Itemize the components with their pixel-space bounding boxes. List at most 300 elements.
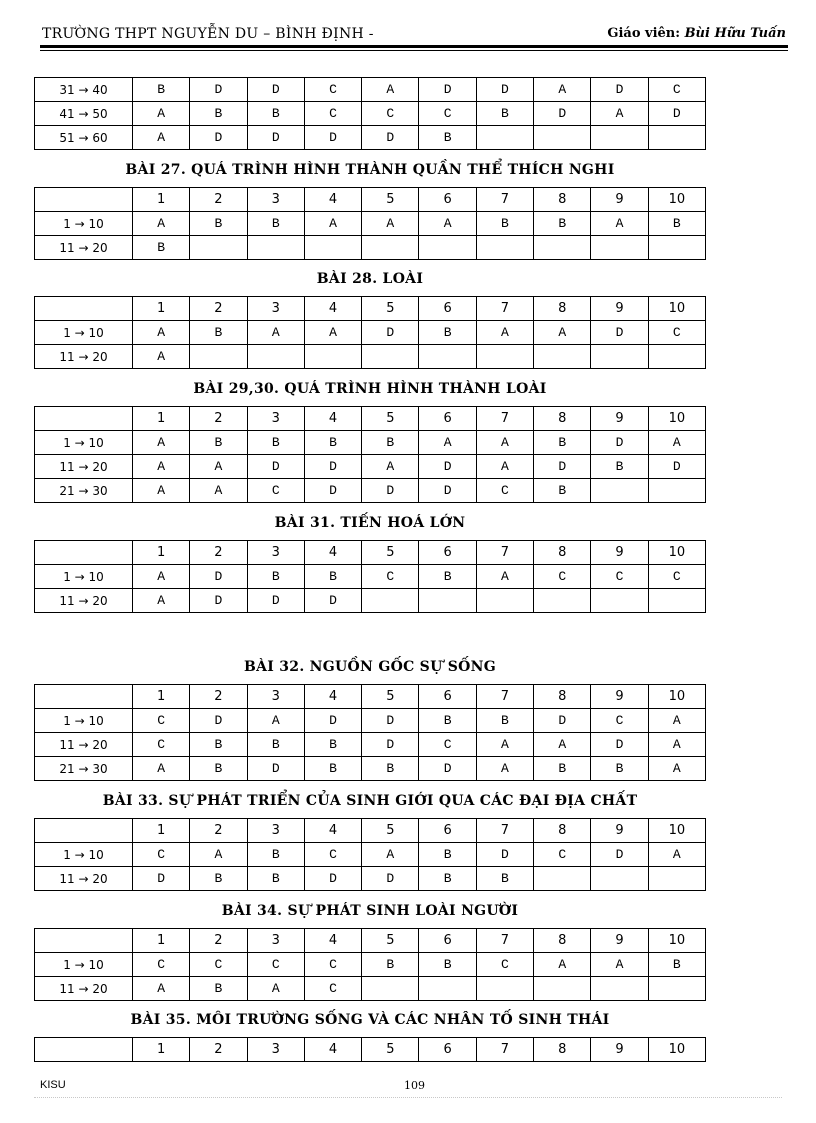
answer-cell: B <box>190 102 247 126</box>
answer-cell <box>591 126 648 150</box>
answer-cell: C <box>133 709 190 733</box>
answer-cell: A <box>133 126 190 150</box>
header-rule-thick <box>40 45 788 48</box>
question-number-cell: 2 <box>190 541 247 565</box>
answer-cell: A <box>591 102 648 126</box>
answer-cell: A <box>133 321 190 345</box>
answer-row <box>35 126 706 150</box>
section-title: BÀI 27. QUÁ TRÌNH HÌNH THÀNH QUẦN THỂ THÍCH NGHI <box>125 162 615 178</box>
question-number-cell: 1 <box>133 297 190 321</box>
answer-cell: A <box>648 757 705 781</box>
answer-cell <box>648 345 705 369</box>
answer-cell: D <box>534 455 591 479</box>
section-title: BÀI 34. SỰ PHÁT SINH LOÀI NGƯỜI <box>221 903 519 919</box>
answer-cell: A <box>190 843 247 867</box>
answer-cell: B <box>362 757 419 781</box>
answer-cell: D <box>190 565 247 589</box>
answer-cell: B <box>419 126 476 150</box>
question-number-cell: 10 <box>648 407 705 431</box>
range-label: 51 → 60 <box>35 126 133 150</box>
answer-cell <box>476 345 533 369</box>
teacher-name: Bùi Hữu Tuấn <box>684 26 786 41</box>
answer-cell: B <box>419 843 476 867</box>
range-label: 11 → 20 <box>35 867 133 891</box>
answer-table <box>34 296 706 369</box>
question-number-cell: 2 <box>190 188 247 212</box>
question-number-cell: 3 <box>247 819 304 843</box>
answer-cell: B <box>419 565 476 589</box>
answer-cell: D <box>304 126 361 150</box>
question-number-cell: 5 <box>362 1038 419 1062</box>
corner-cell <box>35 407 133 431</box>
section-title: BÀI 29,30. QUÁ TRÌNH HÌNH THÀNH LOÀI <box>193 381 547 397</box>
range-label: 1 → 10 <box>35 843 133 867</box>
answer-cell: D <box>304 709 361 733</box>
answer-cell: D <box>648 102 705 126</box>
question-number-cell: 9 <box>591 541 648 565</box>
answer-cell: B <box>534 431 591 455</box>
answer-cell: B <box>476 212 533 236</box>
answer-cell: B <box>190 867 247 891</box>
question-number-row <box>35 685 706 709</box>
answer-cell: D <box>304 479 361 503</box>
answer-cell: A <box>190 455 247 479</box>
answer-row <box>35 757 706 781</box>
question-number-row <box>35 297 706 321</box>
answer-cell <box>419 236 476 260</box>
answer-cell: B <box>534 757 591 781</box>
question-number-cell: 5 <box>362 407 419 431</box>
answer-cell: A <box>133 345 190 369</box>
answer-cell: D <box>534 709 591 733</box>
answer-cell: C <box>133 953 190 977</box>
question-number-cell: 6 <box>419 929 476 953</box>
answer-row <box>35 977 706 1001</box>
answer-cell: D <box>591 843 648 867</box>
answer-cell: D <box>362 867 419 891</box>
answer-cell: B <box>190 431 247 455</box>
answer-cell: A <box>133 212 190 236</box>
question-number-cell: 2 <box>190 1038 247 1062</box>
answer-cell: D <box>648 455 705 479</box>
question-number-cell: 10 <box>648 188 705 212</box>
answer-cell: A <box>304 321 361 345</box>
answer-cell: A <box>362 455 419 479</box>
answer-cell: A <box>534 953 591 977</box>
answer-cell: B <box>304 733 361 757</box>
range-label: 1 → 10 <box>35 431 133 455</box>
answer-cell: A <box>476 431 533 455</box>
question-number-cell: 6 <box>419 819 476 843</box>
range-label: 11 → 20 <box>35 589 133 613</box>
answer-cell: D <box>362 709 419 733</box>
answer-cell <box>534 977 591 1001</box>
answer-cell: B <box>534 479 591 503</box>
answer-cell: B <box>591 455 648 479</box>
question-number-cell: 2 <box>190 297 247 321</box>
answer-cell: A <box>362 78 419 102</box>
answer-cell <box>591 236 648 260</box>
school-name: TRƯỜNG THPT NGUYỄN DU – BÌNH ĐỊNH - <box>42 26 374 42</box>
answer-cell: D <box>190 126 247 150</box>
answer-cell: A <box>304 212 361 236</box>
question-number-cell: 6 <box>419 541 476 565</box>
answer-cell <box>534 236 591 260</box>
question-number-cell: 5 <box>362 819 419 843</box>
answer-cell: A <box>247 709 304 733</box>
answer-cell <box>534 345 591 369</box>
range-label: 11 → 20 <box>35 236 133 260</box>
answer-row <box>35 321 706 345</box>
question-number-cell: 9 <box>591 929 648 953</box>
answer-cell: B <box>476 867 533 891</box>
answer-cell: A <box>362 843 419 867</box>
answer-cell: A <box>133 977 190 1001</box>
answer-row <box>35 733 706 757</box>
answer-cell <box>648 977 705 1001</box>
question-number-cell: 10 <box>648 929 705 953</box>
answer-cell: B <box>247 867 304 891</box>
question-number-cell: 10 <box>648 1038 705 1062</box>
answer-cell <box>476 589 533 613</box>
answer-cell <box>591 345 648 369</box>
answer-cell: D <box>304 867 361 891</box>
answer-cell: A <box>648 843 705 867</box>
answer-cell <box>476 236 533 260</box>
question-number-cell: 5 <box>362 685 419 709</box>
answer-cell: D <box>591 321 648 345</box>
answer-row <box>35 102 706 126</box>
answer-cell: B <box>247 431 304 455</box>
corner-cell <box>35 929 133 953</box>
answer-cell: B <box>419 321 476 345</box>
answer-cell: D <box>362 479 419 503</box>
corner-cell <box>35 188 133 212</box>
answer-cell: B <box>190 212 247 236</box>
question-number-cell: 8 <box>534 685 591 709</box>
answer-row <box>35 565 706 589</box>
answer-cell: D <box>591 431 648 455</box>
answer-cell: D <box>419 479 476 503</box>
corner-cell <box>35 297 133 321</box>
footer-divider <box>34 1097 782 1098</box>
answer-cell: B <box>304 431 361 455</box>
question-number-cell: 2 <box>190 407 247 431</box>
page-header <box>40 24 788 46</box>
answer-row <box>35 236 706 260</box>
answer-cell <box>476 977 533 1001</box>
question-number-cell: 4 <box>304 541 361 565</box>
teacher-label: Giáo viên: <box>607 26 685 41</box>
question-number-cell: 7 <box>476 929 533 953</box>
answer-cell <box>591 977 648 1001</box>
question-number-cell: 8 <box>534 407 591 431</box>
range-label: 1 → 10 <box>35 321 133 345</box>
answer-cell: C <box>304 843 361 867</box>
answer-cell: A <box>419 431 476 455</box>
section-title: BÀI 28. LOÀI <box>316 271 424 287</box>
question-number-cell: 5 <box>362 297 419 321</box>
answer-cell: B <box>419 709 476 733</box>
answer-cell: A <box>534 78 591 102</box>
range-label: 11 → 20 <box>35 733 133 757</box>
answer-cell <box>534 867 591 891</box>
answer-cell: B <box>247 565 304 589</box>
header-rule-thin <box>40 50 788 51</box>
corner-cell <box>35 541 133 565</box>
question-number-row <box>35 819 706 843</box>
answer-cell: D <box>190 78 247 102</box>
answer-cell <box>648 479 705 503</box>
question-number-cell: 2 <box>190 685 247 709</box>
question-number-cell: 1 <box>133 685 190 709</box>
answer-cell: C <box>304 102 361 126</box>
question-number-cell: 1 <box>133 929 190 953</box>
answer-row <box>35 431 706 455</box>
answer-cell: C <box>304 977 361 1001</box>
answer-row <box>35 709 706 733</box>
answer-cell <box>304 236 361 260</box>
answer-cell: C <box>247 953 304 977</box>
answer-cell: B <box>304 757 361 781</box>
answer-cell: D <box>247 589 304 613</box>
answer-cell: A <box>133 565 190 589</box>
answer-cell <box>362 345 419 369</box>
range-label: 31 → 40 <box>35 78 133 102</box>
answer-cell: D <box>362 126 419 150</box>
question-number-cell: 6 <box>419 1038 476 1062</box>
answer-row <box>35 867 706 891</box>
range-label: 21 → 30 <box>35 757 133 781</box>
answer-cell: D <box>362 321 419 345</box>
corner-cell <box>35 685 133 709</box>
question-number-cell: 6 <box>419 407 476 431</box>
answer-cell: D <box>247 455 304 479</box>
question-number-cell: 1 <box>133 541 190 565</box>
answer-cell <box>247 345 304 369</box>
answer-cell: D <box>591 733 648 757</box>
question-number-cell: 9 <box>591 188 648 212</box>
question-number-cell: 5 <box>362 929 419 953</box>
answer-cell: A <box>476 321 533 345</box>
answer-row <box>35 953 706 977</box>
question-number-cell: 6 <box>419 297 476 321</box>
answer-cell: C <box>591 565 648 589</box>
answer-row <box>35 843 706 867</box>
answer-cell: C <box>534 565 591 589</box>
answer-cell: C <box>476 953 533 977</box>
answer-cell: D <box>133 867 190 891</box>
question-number-cell: 5 <box>362 188 419 212</box>
range-label: 1 → 10 <box>35 709 133 733</box>
page-number: 109 <box>404 1079 425 1092</box>
answer-cell: A <box>591 953 648 977</box>
question-number-cell: 4 <box>304 407 361 431</box>
answer-cell <box>304 345 361 369</box>
answer-cell: B <box>133 236 190 260</box>
question-number-cell: 10 <box>648 297 705 321</box>
answer-row <box>35 479 706 503</box>
answer-cell: B <box>591 757 648 781</box>
answer-cell: D <box>591 78 648 102</box>
question-number-cell: 3 <box>247 685 304 709</box>
answer-cell: A <box>476 733 533 757</box>
answer-cell: D <box>190 709 247 733</box>
question-number-cell: 9 <box>591 1038 648 1062</box>
answer-cell: B <box>419 867 476 891</box>
answer-table <box>34 406 706 503</box>
answer-cell: B <box>133 78 190 102</box>
section-title: BÀI 31. TIẾN HOÁ LỚN <box>274 515 466 531</box>
answer-cell <box>419 589 476 613</box>
question-number-cell: 8 <box>534 541 591 565</box>
answer-cell <box>534 589 591 613</box>
answer-cell: B <box>247 733 304 757</box>
answer-table <box>34 1037 706 1062</box>
answer-cell <box>591 867 648 891</box>
answer-cell: C <box>190 953 247 977</box>
answer-cell <box>190 236 247 260</box>
question-number-cell: 7 <box>476 541 533 565</box>
section-title: BÀI 32. NGUỒN GỐC SỰ SỐNG <box>243 659 497 675</box>
answer-cell: D <box>304 589 361 613</box>
answer-cell <box>648 867 705 891</box>
footer-left-text: KISU <box>40 1079 66 1091</box>
question-number-cell: 9 <box>591 407 648 431</box>
answer-cell: C <box>133 843 190 867</box>
question-number-cell: 10 <box>648 685 705 709</box>
question-number-cell: 8 <box>534 297 591 321</box>
question-number-row <box>35 188 706 212</box>
answer-cell: A <box>591 212 648 236</box>
question-number-cell: 10 <box>648 819 705 843</box>
answer-cell: B <box>190 757 247 781</box>
range-label: 1 → 10 <box>35 565 133 589</box>
answer-cell: B <box>534 212 591 236</box>
question-number-cell: 6 <box>419 188 476 212</box>
answer-cell: C <box>648 321 705 345</box>
question-number-cell: 8 <box>534 1038 591 1062</box>
question-number-cell: 2 <box>190 819 247 843</box>
answer-cell: B <box>190 321 247 345</box>
question-number-cell: 4 <box>304 1038 361 1062</box>
question-number-cell: 4 <box>304 819 361 843</box>
question-number-row <box>35 929 706 953</box>
answer-cell: C <box>419 102 476 126</box>
answer-cell <box>534 126 591 150</box>
range-label: 1 → 10 <box>35 953 133 977</box>
question-number-cell: 9 <box>591 819 648 843</box>
answer-cell: D <box>419 757 476 781</box>
answer-cell: A <box>247 977 304 1001</box>
question-number-cell: 9 <box>591 297 648 321</box>
answer-cell: C <box>648 78 705 102</box>
answer-cell: D <box>247 757 304 781</box>
answer-cell <box>362 589 419 613</box>
answer-table <box>34 187 706 260</box>
answer-cell: A <box>534 321 591 345</box>
question-number-cell: 7 <box>476 1038 533 1062</box>
answer-cell: B <box>476 709 533 733</box>
answer-table <box>34 928 706 1001</box>
answer-cell: C <box>304 78 361 102</box>
corner-cell <box>35 819 133 843</box>
answer-cell: A <box>534 733 591 757</box>
answer-cell: D <box>247 126 304 150</box>
answer-cell <box>419 345 476 369</box>
answer-cell: A <box>362 212 419 236</box>
question-number-cell: 4 <box>304 929 361 953</box>
answer-cell: D <box>476 843 533 867</box>
answer-cell: C <box>362 102 419 126</box>
answer-cell: A <box>419 212 476 236</box>
question-number-cell: 4 <box>304 188 361 212</box>
answer-cell: C <box>133 733 190 757</box>
answer-cell: A <box>476 757 533 781</box>
corner-cell <box>35 1038 133 1062</box>
answer-cell: A <box>133 479 190 503</box>
answer-cell: A <box>133 102 190 126</box>
range-label: 41 → 50 <box>35 102 133 126</box>
question-number-cell: 1 <box>133 1038 190 1062</box>
range-label: 11 → 20 <box>35 455 133 479</box>
question-number-cell: 6 <box>419 685 476 709</box>
answer-cell: A <box>476 565 533 589</box>
answer-cell: D <box>304 455 361 479</box>
answer-cell: A <box>648 733 705 757</box>
question-number-cell: 7 <box>476 407 533 431</box>
answer-cell: D <box>419 78 476 102</box>
question-number-cell: 3 <box>247 407 304 431</box>
answer-cell: C <box>304 953 361 977</box>
question-number-cell: 3 <box>247 541 304 565</box>
answer-cell: D <box>190 589 247 613</box>
answer-cell <box>362 977 419 1001</box>
question-number-row <box>35 1038 706 1062</box>
answer-cell: B <box>362 431 419 455</box>
question-number-cell: 3 <box>247 929 304 953</box>
question-number-cell: 7 <box>476 819 533 843</box>
range-label: 11 → 20 <box>35 345 133 369</box>
answer-cell: D <box>362 733 419 757</box>
answer-cell <box>591 479 648 503</box>
question-number-cell: 7 <box>476 297 533 321</box>
answer-row <box>35 455 706 479</box>
answer-cell: B <box>362 953 419 977</box>
answer-cell <box>419 977 476 1001</box>
answer-cell: A <box>133 431 190 455</box>
answer-cell <box>591 589 648 613</box>
section-title: BÀI 33. SỰ PHÁT TRIỂN CỦA SINH GIỚI QUA CÁC ĐẠI ĐỊA CHẤT <box>102 793 638 809</box>
question-number-row <box>35 541 706 565</box>
answer-cell: B <box>247 843 304 867</box>
answer-cell: D <box>419 455 476 479</box>
answer-cell: D <box>476 78 533 102</box>
answer-cell: A <box>648 709 705 733</box>
answer-cell: C <box>419 733 476 757</box>
answer-cell <box>362 236 419 260</box>
answer-cell: B <box>247 102 304 126</box>
question-number-row <box>35 407 706 431</box>
question-number-cell: 4 <box>304 685 361 709</box>
question-number-cell: 1 <box>133 407 190 431</box>
answer-cell: B <box>190 977 247 1001</box>
section-title: BÀI 35. MÔI TRƯỜNG SỐNG VÀ CÁC NHÂN TỐ SINH THÁI <box>130 1012 610 1028</box>
answer-row <box>35 212 706 236</box>
answer-cell: B <box>247 212 304 236</box>
answer-table <box>34 684 706 781</box>
question-number-cell: 3 <box>247 1038 304 1062</box>
